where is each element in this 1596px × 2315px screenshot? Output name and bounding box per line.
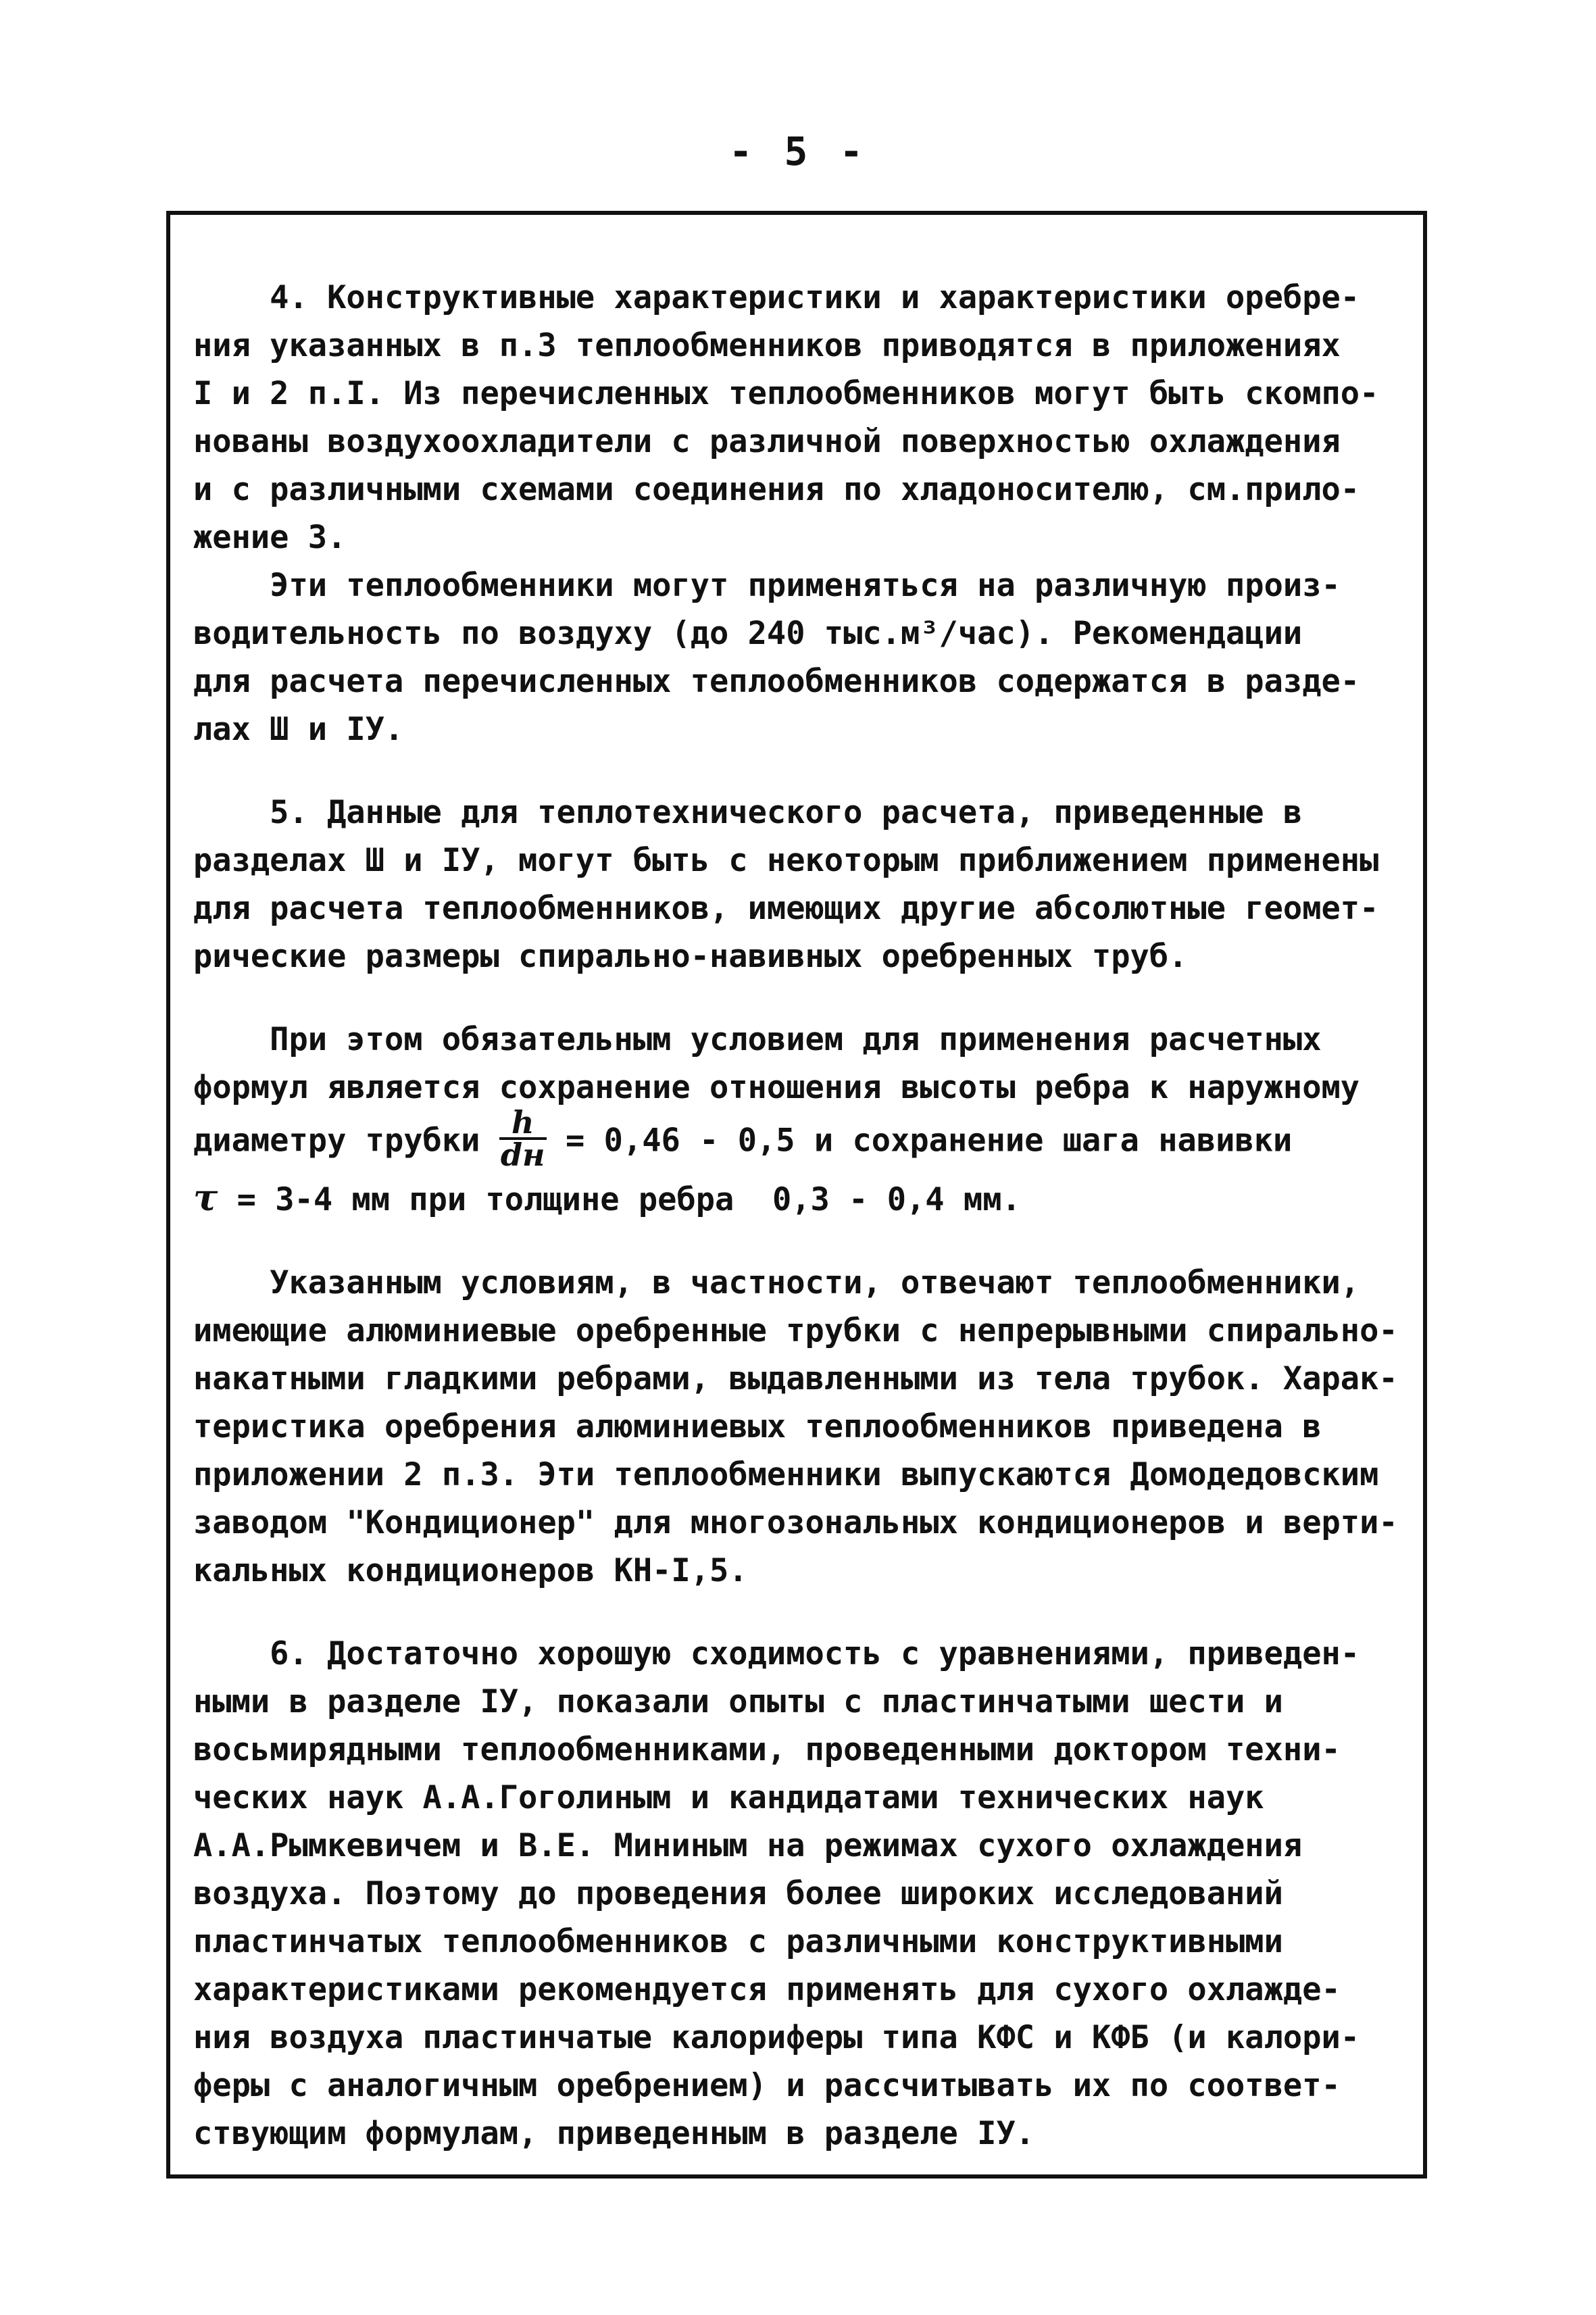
text-line: приложении 2 п.3. Эти теплообменники выпускаются Домодедовским <box>193 1456 1379 1493</box>
text-line: 5. Данные для теплотехнического расчета, приведенные в <box>193 794 1303 831</box>
text-line: При этом обязательным условием для применения расчетных <box>193 1021 1322 1058</box>
text-line: характеристиками рекомендуется применять для сухого охлажде- <box>193 1971 1341 2008</box>
text-line: А.А.Рымкевичем и В.Е. Мининым на режимах сухого охлаждения <box>193 1827 1303 1864</box>
paragraph-5b <box>193 1016 1443 1224</box>
text-fragment: = 3-4 мм при толщине ребра 0,3 - 0,4 мм. <box>218 1181 1021 1218</box>
text-line: I и 2 п.I. Из перечисленных теплообменников могут быть скомпо- <box>193 375 1379 412</box>
text-line: для расчета перечисленных теплообменников содержатся в разде- <box>193 663 1360 700</box>
text-line: ствующим формулам, приведенным в разделе IУ. <box>193 2115 1035 2152</box>
formula-line <box>193 1104 1443 1174</box>
text-line: Эти теплообменники могут применяться на различную произ- <box>193 567 1341 604</box>
paragraph-4 <box>193 274 1443 562</box>
text-line: для расчета теплообменников, имеющих другие абсолютные геомет- <box>193 890 1379 927</box>
text-line: восьмирядными теплообменниками, проведенными доктором техни- <box>193 1731 1341 1768</box>
text-line: феры с аналогичным оребрением) и рассчитывать их по соответ- <box>193 2067 1341 2104</box>
text-line: формул является сохранение отношения высоты ребра к наружному <box>193 1069 1360 1106</box>
page-number: - 5 - <box>728 128 868 174</box>
text-line: кальных кондиционеров КН-I,5. <box>193 1552 748 1589</box>
text-fragment: диаметру трубки <box>193 1122 499 1160</box>
text-line: накатными гладкими ребрами, выдавленными из тела трубок. Харак- <box>193 1360 1398 1397</box>
text-line: ными в разделе IУ, показали опыты с пластинчатыми шести и <box>193 1683 1283 1720</box>
paragraph-gap <box>193 980 1443 1016</box>
paragraph-gap <box>193 1224 1443 1259</box>
text-line: имеющие алюминиевые оребренные трубки с непрерывными спирально- <box>193 1312 1398 1349</box>
text-line: рические размеры спирально-навивных оребренных труб. <box>193 938 1188 975</box>
fraction-numerator: h <box>512 1104 534 1141</box>
tau-symbol: τ <box>193 1176 218 1219</box>
text-line: лах Ш и IУ. <box>193 711 404 748</box>
text-line: ния указанных в п.3 теплообменников приводятся в приложениях <box>193 327 1341 364</box>
text-line: ния воздуха пластинчатые калориферы типа КФС и КФБ (и калори- <box>193 2019 1360 2056</box>
text-line: заводом "Кондиционер" для многозональных кондиционеров и верти- <box>193 1504 1398 1541</box>
formula-line <box>193 1174 1443 1224</box>
text-line: воздуха. Поэтому до проведения более широких исследований <box>193 1875 1283 1912</box>
text-line: и с различными схемами соединения по хладоносителю, см.прило- <box>193 471 1360 508</box>
paragraph-gap <box>193 1595 1443 1630</box>
paragraph-6 <box>193 1630 1443 2158</box>
text-fragment: = 0,46 - 0,5 и сохранение шага навивки <box>546 1122 1293 1160</box>
paragraph-5 <box>193 789 1443 980</box>
paragraph-gap <box>193 753 1443 789</box>
text-line: пластинчатых теплообменников с различными конструктивными <box>193 1923 1283 1960</box>
paragraph-4b <box>193 562 1443 753</box>
text-line: разделах Ш и IУ, могут быть с некоторым приближением применены <box>193 842 1379 879</box>
text-line: 6. Достаточно хорошую сходимость с уравнениями, приведен- <box>193 1635 1360 1672</box>
text-line: 4. Конструктивные характеристики и характеристики оребре- <box>193 279 1360 316</box>
paragraph-5c <box>193 1259 1443 1595</box>
text-line: ческих наук А.А.Гоголиным и кандидатами технических наук <box>193 1779 1264 1816</box>
text-line: Указанным условиям, в частности, отвечают теплообменники, <box>193 1264 1360 1301</box>
text-line: нованы воздухоохладители с различной поверхностью охлаждения <box>193 423 1341 460</box>
fraction-denominator: dн <box>500 1137 545 1173</box>
document-body <box>193 274 1443 2158</box>
text-line: теристика оребрения алюминиевых теплообменников приведена в <box>193 1408 1322 1445</box>
text-line: жение 3. <box>193 519 347 556</box>
text-line: водительность по воздуху (до 240 тыс.м³/час). Рекомендации <box>193 615 1303 652</box>
fraction-h-over-dn <box>499 1104 547 1173</box>
